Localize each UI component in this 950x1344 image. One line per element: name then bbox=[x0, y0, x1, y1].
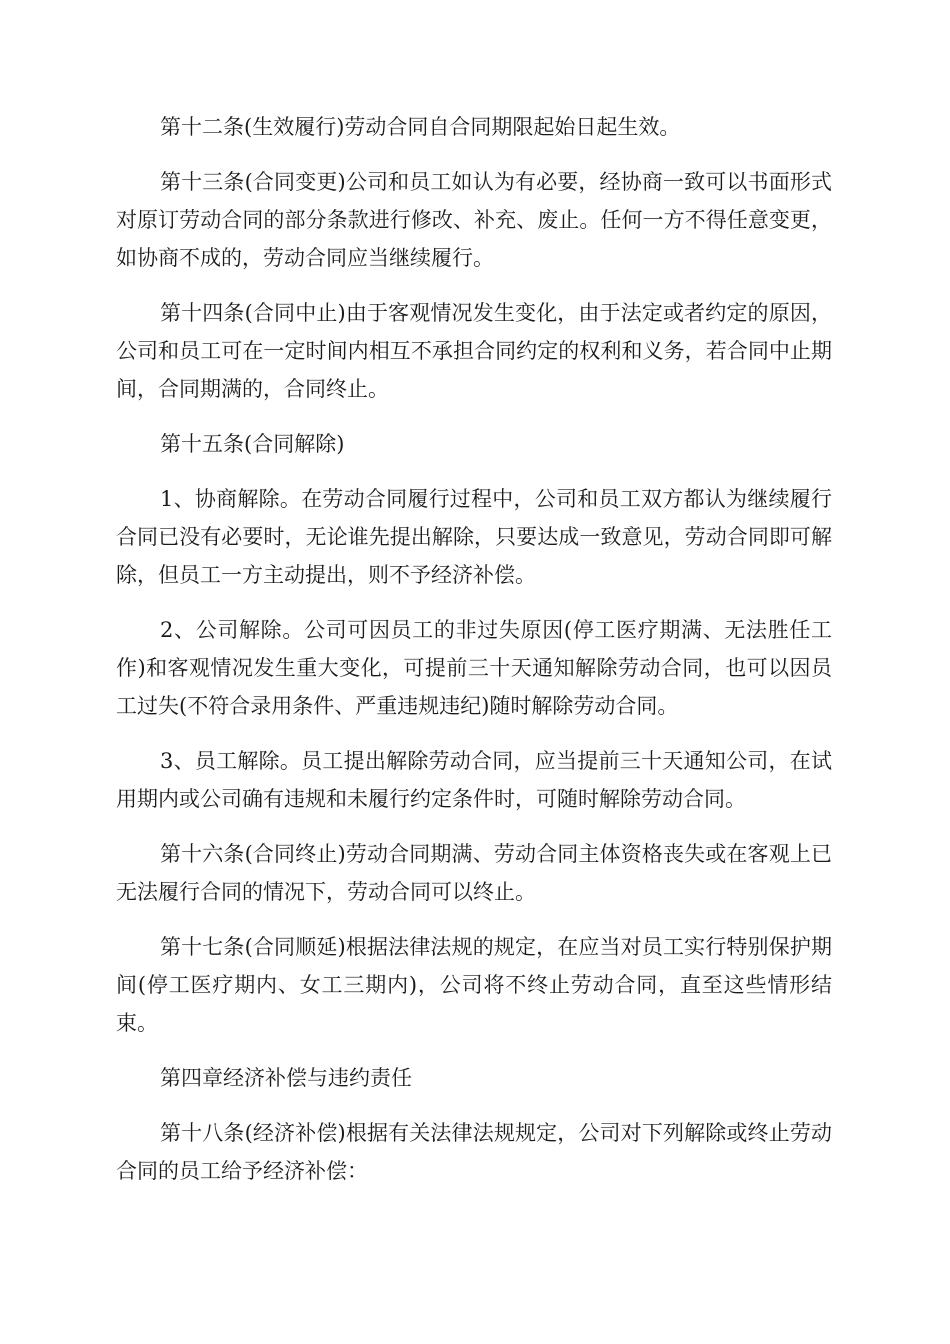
article-16-paragraph: 第十六条(合同终止)劳动合同期满、劳动合同主体资格丧失或在客观上已无法履行合同的情况下，劳动合同可以终止。 bbox=[116, 842, 832, 904]
article-18-paragraph: 第十八条(经济补偿)根据有关法律法规规定，公司对下列解除或终止劳动合同的员工给予经济补偿： bbox=[116, 1121, 832, 1183]
article-17-paragraph: 第十七条(合同顺延)根据法律法规的规定，在应当对员工实行特别保护期间(停工医疗期内、女工三期内)，公司将不终止劳动合同，直至这些情形结束。 bbox=[116, 935, 832, 1035]
article-15-item-3: 3、员工解除。员工提出解除劳动合同，应当提前三十天通知公司，在试用期内或公司确有违规和未履行约定条件时，可随时解除劳动合同。 bbox=[116, 749, 832, 811]
article-15-item-1: 1、协商解除。在劳动合同履行过程中，公司和员工双方都认为继续履行合同已没有必要时，无论谁先提出解除，只要达成一致意见，劳动合同即可解除，但员工一方主动提出，则不予经济补偿。 bbox=[116, 487, 832, 587]
article-12-paragraph: 第十二条(生效履行)劳动合同自合同期限起始日起生效。 bbox=[160, 115, 681, 139]
article-15-heading: 第十五条(合同解除) bbox=[160, 432, 345, 456]
article-14-paragraph: 第十四条(合同中止)由于客观情况发生变化，由于法定或者约定的原因，公司和员工可在一定时间内相互不承担合同约定的权利和义务，若合同中止期间，合同期满的，合同终止。 bbox=[116, 301, 832, 401]
article-13-paragraph: 第十三条(合同变更)公司和员工如认为有必要，经协商一致可以书面形式对原订劳动合同的部分条款进行修改、补充、废止。任何一方不得任意变更，如协商不成的，劳动合同应当继续履行。 bbox=[116, 170, 832, 270]
chapter-4-heading: 第四章经济补偿与违约责任 bbox=[160, 1066, 412, 1090]
article-15-item-2: 2、公司解除。公司可因员工的非过失原因(停工医疗期满、无法胜任工作)和客观情况发生重大变化，可提前三十天通知解除劳动合同，也可以因员工过失(不符合录用条件、严重违规违纪)随时解除劳动合同。 bbox=[116, 618, 832, 718]
document-body bbox=[116, 108, 832, 1207]
